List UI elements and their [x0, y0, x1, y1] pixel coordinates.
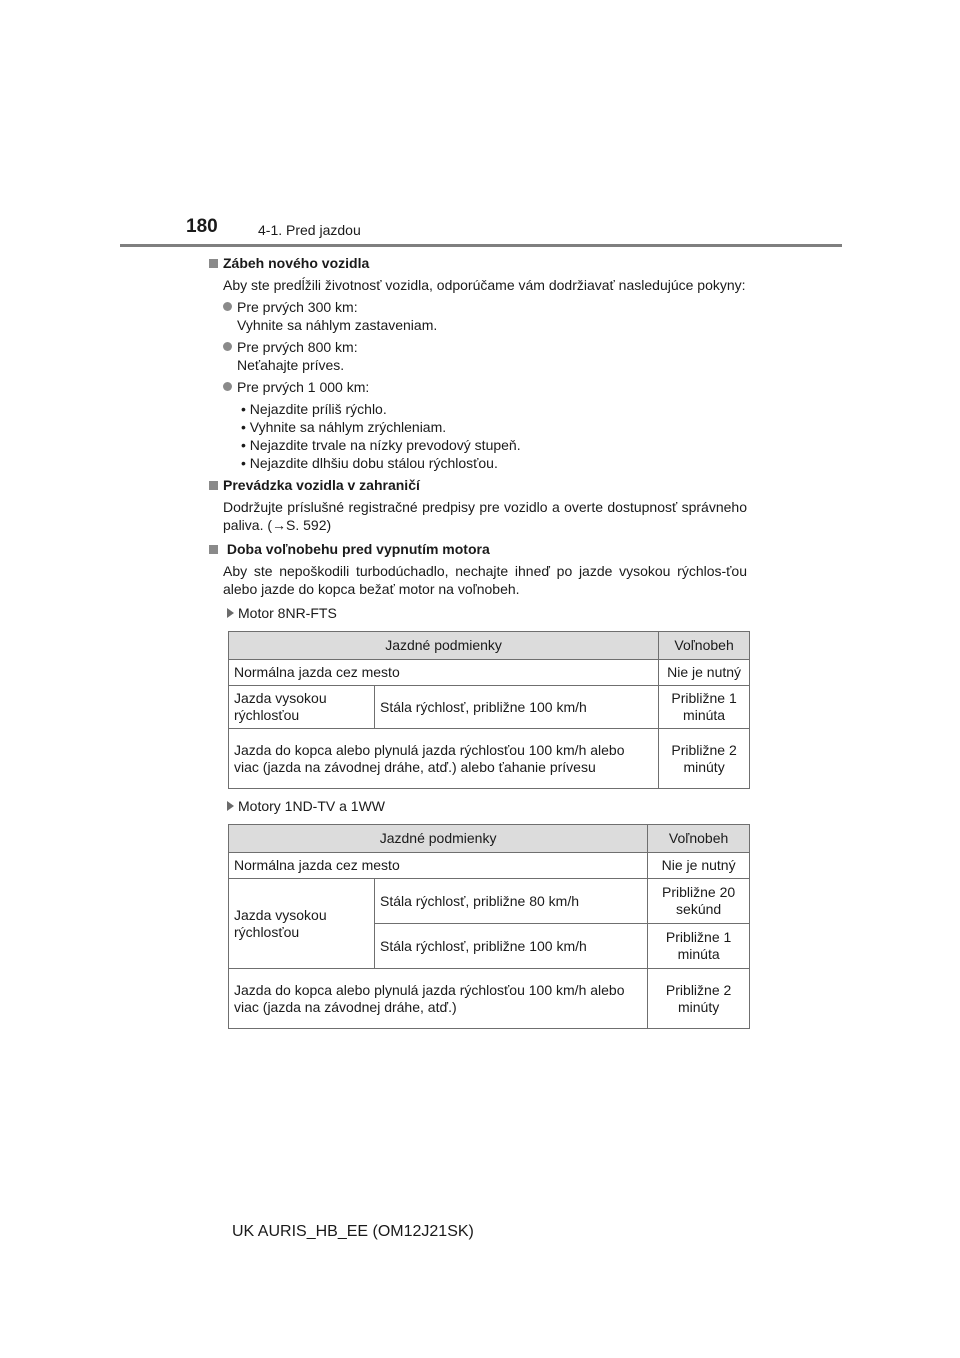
table-cell: Jazda vysokou rýchlosťou: [229, 879, 375, 969]
table-row: [229, 853, 750, 879]
sub-list-item: • Nejazdite trvale na nízky prevodový stupeň.: [241, 436, 747, 454]
list-item: Pre prvých 800 km: Neťahajte príves.: [223, 338, 747, 374]
section-heading: Zábeh nového vozidla: [209, 254, 747, 272]
table-cell: Jazda vysokou rýchlosťou: [229, 686, 375, 729]
table-cell: Približne 1 minúta: [659, 686, 750, 729]
list-item: Pre prvých 1 000 km:: [223, 378, 747, 396]
paragraph: Dodržujte príslušné registračné predpisy pre vozidlo a overte dostupnosť správneho paliva. (→S. 592): [223, 499, 747, 533]
table-cell: Normálna jazda cez mesto: [229, 853, 648, 879]
sub-list-item: • Nejazdite príliš rýchlo.: [241, 400, 747, 418]
square-bullet-icon: [209, 481, 218, 490]
table-cell: Stála rýchlosť, približne 80 km/h: [375, 879, 648, 924]
page-number: 180: [186, 216, 218, 237]
table-header-cell: Voľnobeh: [648, 825, 750, 853]
table-header-cell: Jazdné podmienky: [229, 632, 659, 660]
page-content: [209, 254, 747, 1029]
paragraph: Aby ste nepoškodili turbodúchadlo, nechajte ihneď po jazde vysokou rýchlos-ťou alebo jazde do kopca bežať motor na voľnobeh.: [223, 563, 747, 597]
triangle-arrow-icon: [227, 608, 234, 618]
square-bullet-icon: [209, 259, 218, 268]
paragraph: Aby ste predĺžili životnosť vozidla, odporúčame vám dodržiavať nasledujúce pokyny:: [223, 277, 746, 293]
table-header-row: [229, 632, 750, 660]
list-item: Pre prvých 300 km: Vyhnite sa náhlym zastaveniam.: [223, 298, 747, 334]
table-header-cell: Voľnobeh: [659, 632, 750, 660]
square-bullet-icon: [209, 545, 218, 554]
table-cell: Približne 1 minúta: [648, 924, 750, 969]
triangle-arrow-icon: [227, 801, 234, 811]
table-cell: Približne 20 sekúnd: [648, 879, 750, 924]
engine-label: Motor 8NR-FTS: [227, 604, 747, 622]
table-cell: Jazda do kopca alebo plynulá jazda rýchlosťou 100 km/h alebo viac (jazda na závodnej dráhe, atď.): [229, 969, 648, 1029]
chapter-title: 4-1. Pred jazdou: [258, 222, 361, 238]
header-rule: [120, 244, 842, 247]
idle-table-8nr-fts: [228, 631, 750, 789]
footer-model-code: UK AURIS_HB_EE (OM12J21SK): [232, 1223, 474, 1240]
circle-bullet-icon: [223, 342, 232, 351]
table-header-cell: Jazdné podmienky: [229, 825, 648, 853]
idle-table-1nd-tv-1ww: [228, 824, 750, 1029]
table-cell: Nie je nutný: [659, 660, 750, 686]
sub-list-item: • Nejazdite dlhšiu dobu stálou rýchlosťou.: [241, 454, 747, 472]
section-heading: Doba voľnobehu pred vypnutím motora: [209, 540, 747, 558]
table-cell: Nie je nutný: [648, 853, 750, 879]
table-cell: Približne 2 minúty: [648, 969, 750, 1029]
circle-bullet-icon: [223, 382, 232, 391]
table-row: [229, 686, 750, 729]
table-row: [229, 729, 750, 789]
sub-list: [241, 400, 747, 472]
table-cell: Približne 2 minúty: [659, 729, 750, 789]
sub-list-item: • Vyhnite sa náhlym zrýchleniam.: [241, 418, 747, 436]
table-row: [229, 879, 750, 924]
engine-label: Motory 1ND-TV a 1WW: [227, 797, 747, 815]
table-row: [229, 660, 750, 686]
table-cell: Jazda do kopca alebo plynulá jazda rýchlosťou 100 km/h alebo viac (jazda na závodnej dráhe, atď.) alebo ťahanie prívesu: [229, 729, 659, 789]
table-cell: Stála rýchlosť, približne 100 km/h: [375, 924, 648, 969]
table-header-row: [229, 825, 750, 853]
table-cell: Stála rýchlosť, približne 100 km/h: [375, 686, 659, 729]
circle-bullet-icon: [223, 302, 232, 311]
table-cell: Normálna jazda cez mesto: [229, 660, 659, 686]
table-row: [229, 969, 750, 1029]
section-heading: Prevádzka vozidla v zahraničí: [209, 476, 747, 494]
